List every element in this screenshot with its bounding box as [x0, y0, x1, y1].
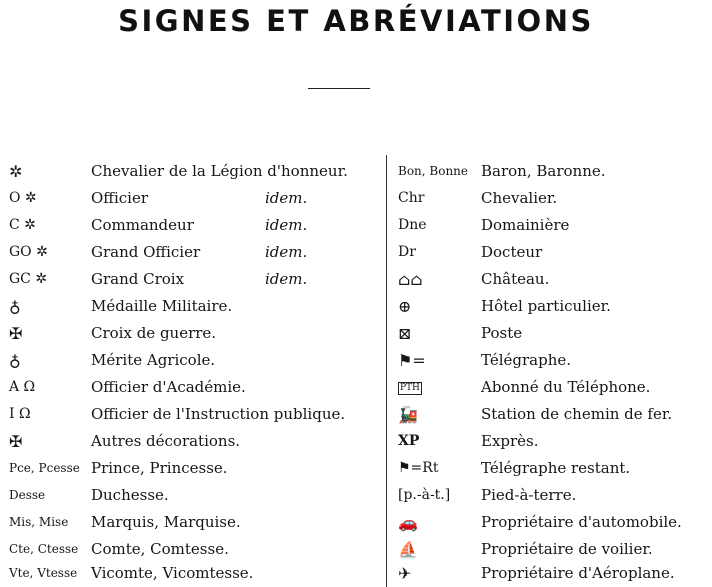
- entry-symbol: Chr: [398, 190, 425, 206]
- telephone-icon: PTH: [400, 383, 420, 393]
- entry-label: Poste: [481, 324, 523, 342]
- castle-icon: ⌂⌂: [398, 270, 423, 289]
- entry-label: Autres décorations.: [91, 432, 241, 450]
- entry-label: Chevalier.: [481, 189, 558, 207]
- entry-label: Baron, Baronne.: [481, 162, 606, 180]
- entry-symbol: Dne: [398, 217, 427, 233]
- entry-label: Propriétaire d'Aéroplane.: [481, 564, 675, 582]
- entry-label: Abonné du Téléphone.: [481, 378, 651, 396]
- entry-label: Station de chemin de fer.: [481, 405, 673, 423]
- telegraph-restant-icon: ⚑=Rt: [398, 460, 439, 476]
- entry-label: Exprès.: [481, 432, 539, 450]
- entry-label: Officier: [91, 189, 148, 207]
- entry-symbol: Desse: [9, 488, 46, 502]
- entry-symbol: O ✲: [9, 190, 37, 206]
- entry-symbol: GO ✲: [9, 244, 48, 260]
- entry-label: Télégraphe.: [481, 351, 572, 369]
- entry-label: Duchesse.: [91, 486, 169, 504]
- sailboat-icon: ⛵: [398, 540, 418, 559]
- entry-symbol: Cte, Ctesse: [9, 542, 79, 556]
- entry-label: Médaille Militaire.: [91, 297, 233, 315]
- entry-label: Vicomte, Vicomtesse.: [91, 564, 254, 582]
- entry-symbol: C ✲: [9, 217, 36, 233]
- envelope-icon: ⊠: [398, 324, 412, 343]
- entry-symbol: Dr: [398, 244, 416, 260]
- entry-label: Grand Croix: [91, 270, 185, 288]
- entry-symbol: XP: [398, 433, 420, 449]
- entry-label: Domainière: [481, 216, 570, 234]
- train-icon: 🚂: [398, 405, 418, 424]
- entry-note: idem.: [265, 270, 308, 288]
- column-divider: [386, 155, 387, 587]
- entry-symbol: Mis, Mise: [9, 515, 69, 529]
- automobile-icon: 🚗: [398, 513, 418, 532]
- entry-label: Croix de guerre.: [91, 324, 217, 342]
- entry-label: Officier d'Académie.: [91, 378, 246, 396]
- war-cross-icon: ✠: [9, 324, 23, 343]
- entry-label: Mérite Agricole.: [91, 351, 216, 369]
- cross-icon: ✠: [9, 432, 23, 451]
- telegraph-icon: ⚑=: [398, 351, 426, 370]
- entry-label: Pied-à-terre.: [481, 486, 577, 504]
- medal-icon: ♁: [9, 297, 21, 316]
- aeroplane-icon: ✈: [398, 564, 412, 583]
- entry-label: Chevalier de la Légion d'honneur.: [91, 162, 348, 180]
- entry-symbol: A Ω: [9, 379, 36, 395]
- entry-label: Grand Officier: [91, 243, 201, 261]
- entry-symbol: Bon, Bonne: [398, 164, 469, 178]
- entry-label: Télégraphe restant.: [481, 459, 631, 477]
- entry-label: Docteur: [481, 243, 543, 261]
- mansion-icon: ⊕: [398, 297, 412, 316]
- page-title: SIGNES ET ABRÉVIATIONS: [118, 4, 594, 38]
- entry-symbol: I Ω: [9, 406, 31, 422]
- entry-symbol: Vte, Vtesse: [9, 566, 78, 580]
- entry-label: Marquis, Marquise.: [91, 513, 241, 531]
- entry-label: Officier de l'Instruction publique.: [91, 405, 346, 423]
- title-rule: [308, 88, 370, 89]
- entry-note: idem.: [265, 243, 308, 261]
- legion-honour-icon: ✲: [9, 162, 23, 181]
- entry-symbol: Pce, Pcesse: [9, 461, 80, 475]
- entry-label: Hôtel particulier.: [481, 297, 611, 315]
- agricultural-merit-icon: ♁: [9, 351, 21, 370]
- entry-label: Propriétaire d'automobile.: [481, 513, 682, 531]
- entry-label: Château.: [481, 270, 550, 288]
- entry-note: idem.: [265, 189, 308, 207]
- entry-label: Propriétaire de voilier.: [481, 540, 653, 558]
- entry-symbol: [p.-à-t.]: [398, 487, 451, 503]
- entry-note: idem.: [265, 216, 308, 234]
- entry-label: Comte, Comtesse.: [91, 540, 229, 558]
- entry-label: Commandeur: [91, 216, 194, 234]
- entry-label: Prince, Princesse.: [91, 459, 228, 477]
- entry-symbol: GC ✲: [9, 271, 48, 287]
